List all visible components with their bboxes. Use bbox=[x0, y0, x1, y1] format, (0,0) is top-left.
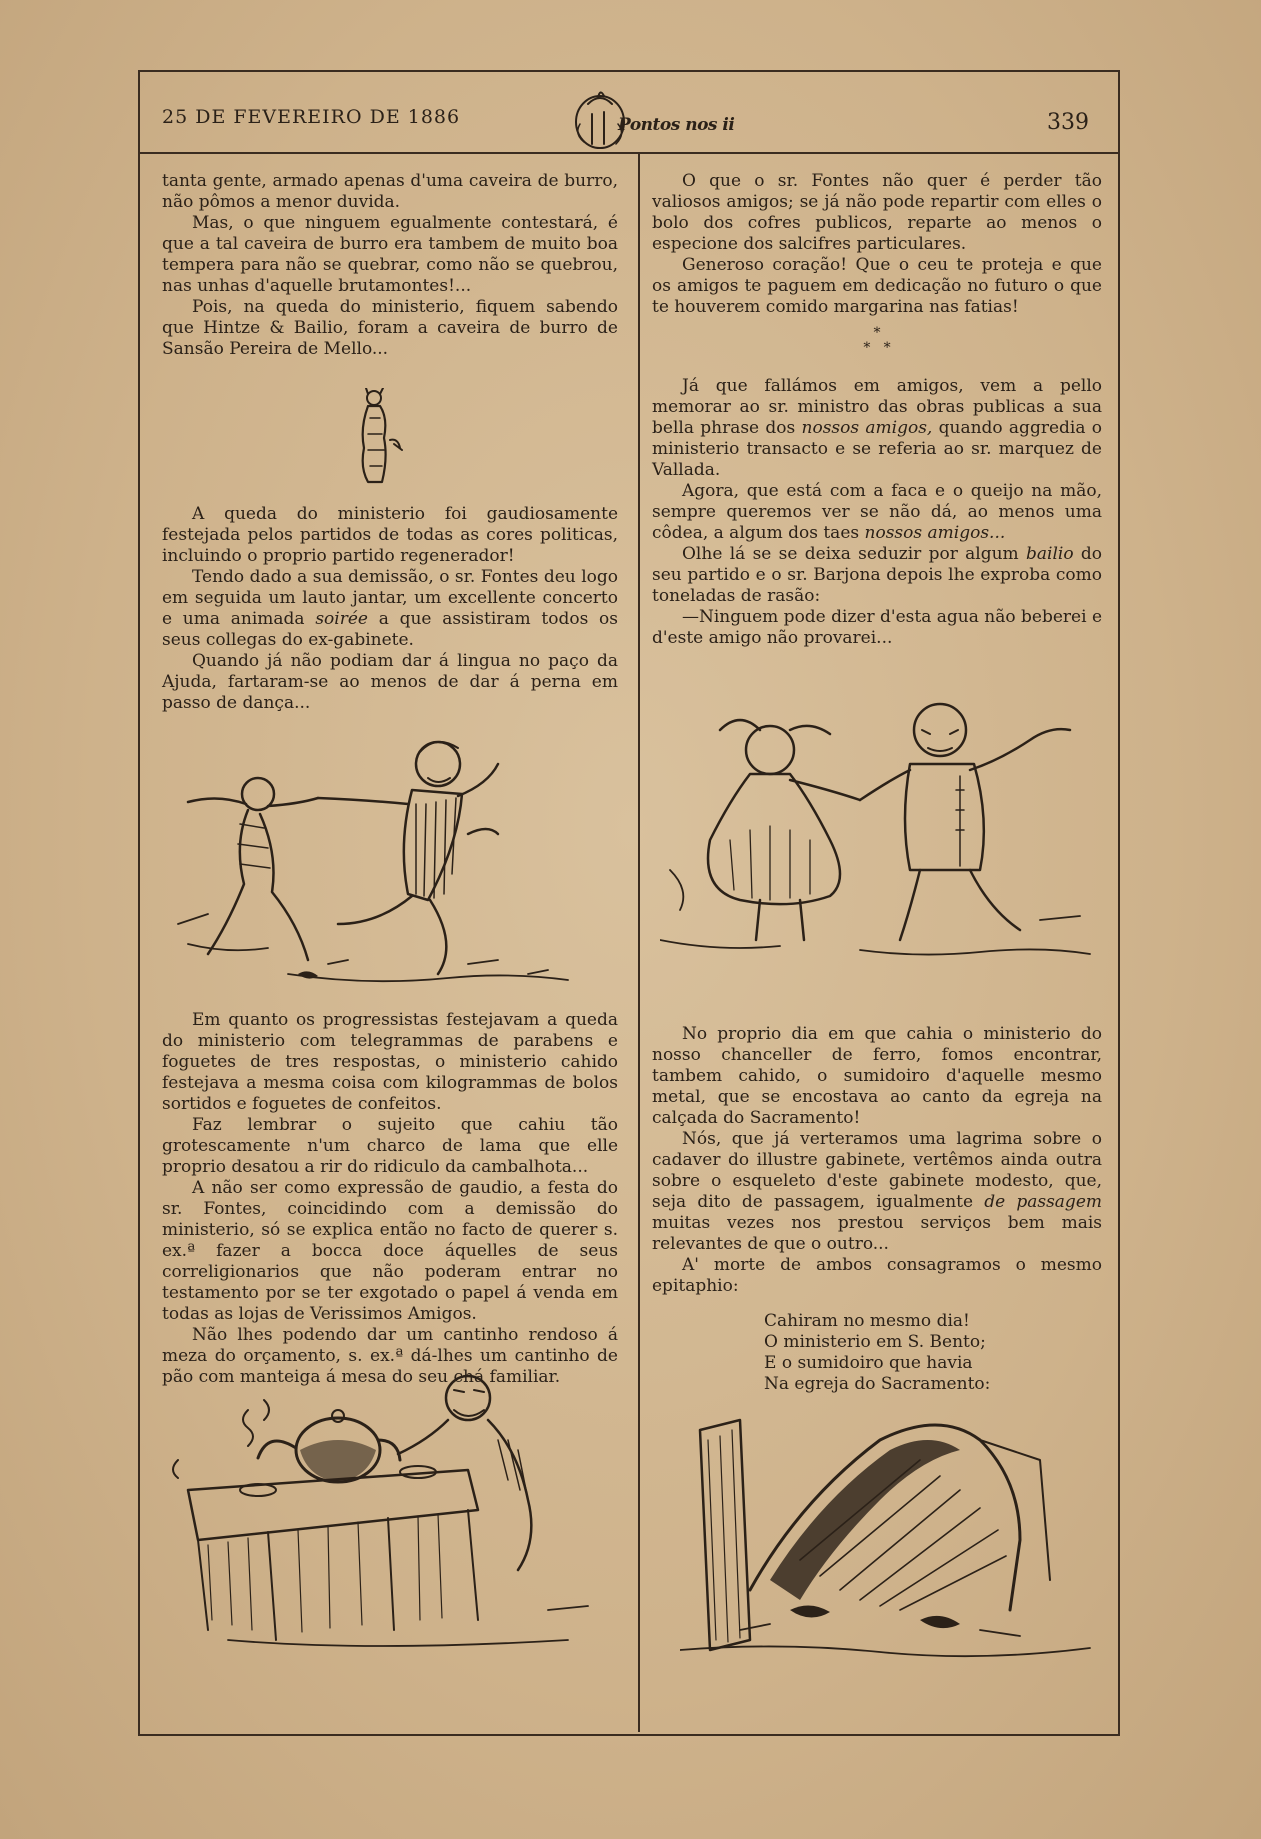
section-separator bbox=[652, 326, 1102, 356]
paragraph bbox=[652, 376, 1102, 481]
paragraph: Quando já não podiam dar á lingua no paço da Ajuda, fartaram-se ao menos de dar á perna em passo de dança... bbox=[162, 651, 618, 713]
paragraph: No proprio dia em que cahia o ministerio do nosso chanceller de ferro, fomos encontrar, tambem cahido, o sumidoiro d'aquelle mesmo metal, que se encostava ao canto da egreja na calçada do Sacramento! bbox=[652, 1024, 1102, 1128]
paragraph: A queda do ministerio foi gaudiosamente festejada pelos partidos de todas as cores politicas, incluindo o proprio partido regenerador! bbox=[162, 504, 618, 566]
right-text-block-2 bbox=[652, 376, 1102, 649]
poem-line: Na egreja do Sacramento: bbox=[764, 1374, 991, 1394]
paragraph: Pois, na queda do ministerio, fiquem sabendo que Hintze & Bailio, foram a caveira de burro de Sansão Pereira de Mello... bbox=[162, 297, 618, 359]
paragraph: A não ser como expressão de gaudio, a festa do sr. Fontes, coincidindo com a demissão do ministerio, só se explica então no facto de querer s. ex.ª fazer a bocca doce áquelles de seus correligionarios que não poderam entrar no testamento por se ter exgotado o papel á venda em todas as lojas de Verissimos Amigos. bbox=[162, 1178, 618, 1324]
left-text-block-2 bbox=[162, 504, 618, 714]
right-text-block-3 bbox=[652, 1024, 1102, 1395]
italic-text: soirée bbox=[315, 609, 368, 629]
text-run: Tendo dado a sua demissão, o sr. Fontes deu logo em seguida um lauto jantar, um excellente concerto e uma animada bbox=[162, 567, 618, 629]
text-run: a que assistiram todos os seus collegas do ex-gabinete. bbox=[162, 609, 618, 650]
text-run: Já que fallámos em amigos, vem a pello memorar ao sr. ministro das obras publicas a sua bella phrase dos bbox=[652, 376, 1102, 438]
poem-line: Cahiram no mesmo dia! bbox=[764, 1311, 970, 1331]
paragraph: Faz lembrar o sujeito que cahiu tão grotescamente n'um charco de lama que elle proprio desatou a rir do ridiculo da cambalhota... bbox=[162, 1115, 618, 1177]
star-row: * bbox=[873, 325, 881, 341]
paragraph: —Ninguem pode dizer d'esta agua não beberei e d'este amigo não provarei... bbox=[652, 607, 1102, 648]
paragraph: Em quanto os progressistas festejavam a queda do ministerio com telegrammas de parabens e foguetes de tres respostas, o ministerio cahido festejava a mesma coisa com kilogrammas de bolos sortidos e foguetes de confeitos. bbox=[162, 1010, 618, 1114]
poem-line: O ministerio em S. Bento; bbox=[764, 1332, 986, 1352]
paragraph: Mas, o que ninguem egualmente contestará, é que a tal caveira de burro era tambem de muito boa tempera para não se quebrar, como não se quebrou, nas unhas d'aquelle brutamontes!... bbox=[162, 213, 618, 296]
star-row: * * bbox=[863, 340, 891, 356]
masthead-title: Pontos nos ii bbox=[618, 115, 735, 135]
italic-text: nossos amigos... bbox=[864, 523, 1006, 543]
paragraph: Não lhes podendo dar um cantinho rendoso á meza do orçamento, s. ex.ª dá-lhes um cantinho de pão com manteiga á mesa do seu chá familiar. bbox=[162, 1325, 618, 1387]
paragraph bbox=[652, 544, 1102, 607]
left-text-block-3 bbox=[162, 1010, 618, 1388]
dancing-couple-icon bbox=[168, 724, 608, 994]
issue-date: 25 DE FEVEREIRO DE 1886 bbox=[162, 106, 461, 128]
paragraph: Generoso coração! Que o ceu te proteja e que os amigos te paguem em dedicação no futuro o que te houverem comido margarina nas fatias! bbox=[652, 255, 1102, 317]
right-text-block-1 bbox=[652, 171, 1102, 356]
page-number: 339 bbox=[1047, 110, 1089, 135]
italic-text: de passagem bbox=[984, 1192, 1102, 1212]
column-divider bbox=[638, 154, 640, 1732]
paragraph: A' morte de ambos consagramos o mesmo epitaphio: bbox=[652, 1255, 1102, 1296]
italic-text: bailio bbox=[1026, 544, 1074, 564]
italic-text: nossos amigos, bbox=[801, 418, 933, 438]
paragraph: O que o sr. Fontes não quer é perder tão valiosos amigos; se já não pode repartir com elles o bolo dos cofres publicos, reparte ao menos o especione dos salcifres particulares. bbox=[652, 171, 1102, 254]
text-run: Agora, que está com a faca e o queijo na mão, sempre queremos ver se não dá, ao menos uma côdea, a algum dos taes bbox=[652, 481, 1102, 543]
left-text-block-1 bbox=[162, 171, 618, 360]
text-run: muitas vezes nos prestou serviços bem mais relevantes de que o outro... bbox=[652, 1213, 1102, 1254]
text-run: quando aggredia o ministerio transacto e se referia ao sr. marquez de Vallada. bbox=[652, 418, 1102, 480]
paragraph bbox=[162, 567, 618, 651]
paragraph bbox=[652, 1129, 1102, 1255]
text-run: Nós, que já verteramos uma lagrima sobre o cadaver do illustre gabinete, vertêmos ainda outra sobre o esqueleto d'este gabinete modesto, que, seja dito de passagem, igualmente bbox=[652, 1129, 1102, 1212]
text-run: do seu partido e o sr. Barjona depois lhe exproba como toneladas de rasão: bbox=[652, 544, 1103, 606]
collapsed-drain-icon bbox=[680, 1380, 1100, 1680]
paragraph bbox=[652, 481, 1102, 544]
dancing-couple-icon bbox=[660, 690, 1100, 970]
teapot-table-icon bbox=[168, 1370, 618, 1660]
text-run: Olhe lá se se deixa seduzir por algum bbox=[682, 544, 1019, 564]
paragraph: tanta gente, armado apenas d'uma caveira de burro, não pômos a menor duvida. bbox=[162, 171, 618, 212]
caricature-figure-icon bbox=[350, 388, 410, 486]
poem-line: E o sumidoiro que havia bbox=[764, 1353, 973, 1373]
